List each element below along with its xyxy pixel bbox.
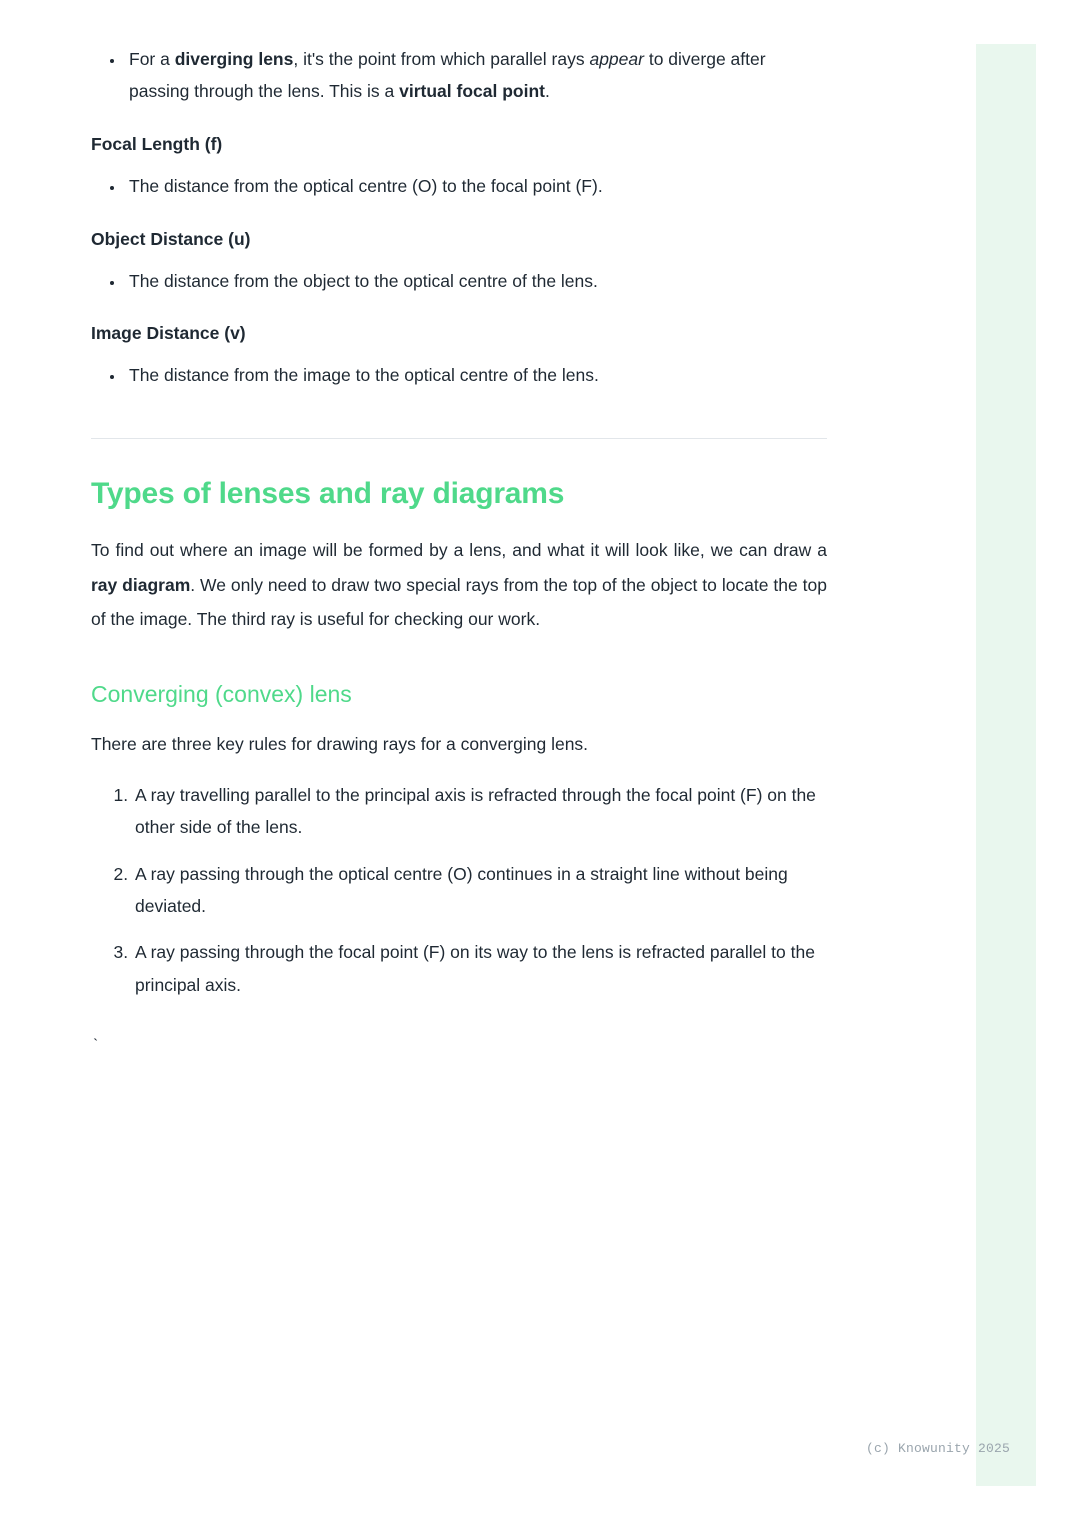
list-item: 2. A ray passing through the optical centre (O) continues in a straight line without being deviated. bbox=[133, 858, 827, 923]
intro-bullet-list bbox=[91, 44, 827, 108]
heading-image-distance: Image Distance (v) bbox=[91, 323, 246, 344]
bullet-text-suffix: . bbox=[544, 80, 550, 101]
list-item: • The distance from the image to the optical centre of the lens. bbox=[125, 360, 827, 392]
section-paragraph-part2: . We only need to draw two special rays from the top of the object to locate the top of the image. The third ray is useful for checking our work. bbox=[91, 574, 827, 630]
section-paragraph-part1: To find out where an image will be formed by a lens, and what it will look like, we can draw a bbox=[91, 540, 827, 561]
bullet-text-bold-virtual-focal-point: virtual focal point bbox=[399, 80, 545, 101]
converging-lens-rules-list bbox=[91, 779, 827, 1001]
image-distance-bullet-list bbox=[91, 360, 827, 392]
bullet-text-mid1: , it's the point from which parallel rays bbox=[293, 49, 590, 69]
focal-length-bullet-list bbox=[91, 171, 827, 203]
bullet-text-bold-diverging-lens: diverging lens bbox=[174, 49, 294, 69]
list-item bbox=[125, 44, 827, 108]
object-distance-bullet-list bbox=[91, 266, 827, 298]
list-item: 1. A ray travelling parallel to the principal axis is refracted through the focal point (F) on the other side of the lens. bbox=[133, 779, 827, 844]
bullet-text-mid2: to diverge after passing through the lens. This is a bbox=[129, 49, 766, 101]
document-content bbox=[91, 44, 827, 1057]
decorative-side-band bbox=[976, 44, 1036, 1486]
bullet-text-italic-appear: appear bbox=[589, 49, 644, 69]
subsection-title-converging-lens: Converging (convex) lens bbox=[91, 680, 352, 707]
heading-focal-length: Focal Length (f) bbox=[91, 133, 223, 154]
section-title: Types of lenses and ray diagrams bbox=[91, 477, 565, 511]
list-item: 3. A ray passing through the focal point (F) on its way to the lens is refracted parallel to the principal axis. bbox=[133, 936, 827, 1001]
list-item: • The distance from the object to the optical centre of the lens. bbox=[125, 266, 827, 298]
section-paragraph bbox=[91, 533, 827, 636]
list-item: • The distance from the optical centre (O) to the focal point (F). bbox=[125, 171, 827, 203]
section-paragraph-bold-ray-diagram: ray diagram bbox=[91, 574, 191, 595]
heading-object-distance: Object Distance (u) bbox=[91, 228, 251, 249]
footer-copyright: (c) Knowunity 2025 bbox=[865, 1441, 1010, 1456]
bullet-text-prefix: For a bbox=[129, 49, 175, 69]
stray-backtick-mark: ` bbox=[91, 1037, 101, 1055]
section-divider bbox=[91, 438, 827, 439]
subsection-intro-text: There are three key rules for drawing rays for a converging lens. bbox=[91, 733, 589, 754]
decorative-side-band-inner bbox=[980, 44, 1036, 1486]
